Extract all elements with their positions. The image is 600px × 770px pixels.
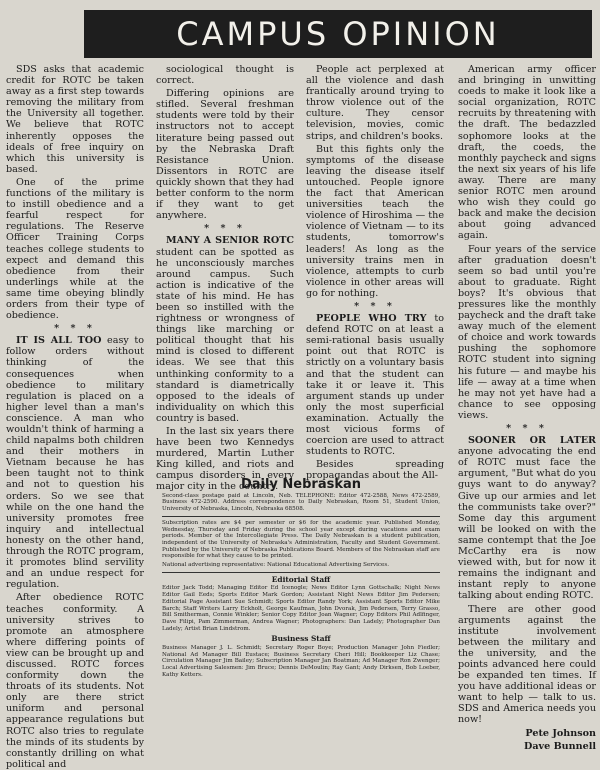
paragraph: People act perplexed at all the violence and dash frantically around trying to throw violence out of the culture. They censor television, movies, comic strips, and children's books. [306, 64, 444, 142]
masthead [162, 477, 440, 719]
paragraph-text: easy to follow orders without thinking of the consequences when obedience to military regulation is placed on a higher level than a man's conscience. A man who wouldn't think of harming a child napalms both children and their mothers in Vietnam because he has been taught not to think and not to question his orders. So we see that while on the one hand the university promotes free inquiry and intellectual honesty on the other hand, through the ROTC program, it promotes blind servility and an undue respect for regulation. [6, 335, 144, 591]
article-body [6, 64, 596, 770]
paragraph [6, 335, 144, 590]
paragraph: sociological thought is correct. [156, 64, 294, 87]
paragraph: In the last six years there have been two Kennedys murdered, Martin Luther King killed, and riots and campus disorders in every major city in the country. [156, 426, 294, 493]
article-column-3 [306, 64, 444, 482]
editorial-staff-heading: Editorial Staff [271, 574, 331, 584]
masthead-info: Second-class postage paid at Lincoln, Neb. TELEPHONE: Editor 472-2588, News 472-2589, Business 472-2590. Address correspondence to Daily Nebraskan, Room 51, Student Union, University of Nebraska, Lincoln, Nebraska 68508. [162, 492, 440, 513]
section-divider: * * * [354, 300, 396, 312]
lead-in: PEOPLE WHO TRY [316, 313, 427, 325]
paragraph-text: student can be spotted as he unconsciously marches around campus. Such action is indicative of the state of his mind. He has been so instilled with the rightness or wrongness of things like marching or political thought that his mind is closed to different ideas. We see that this unthinking conformity to a standard is diametrically opposed to the ideals of individuality on which this country is based. [156, 246, 294, 424]
signature: Dave Bunnell [524, 740, 596, 752]
article-column-4 [458, 64, 596, 752]
section-divider: * * * [54, 323, 96, 335]
editorial-staff-list: Editor Jack Todd; Managing Editor Ed Icenogle; News Editor Lynn Gottschalk; Night News Editor Gail Eeds; Sports Editor Mark Gordon; Assistant Night News Editor Jim Pedersen; Editorial Page Assistant Sue Schmidt; Sports Editor Randy York; Assistant Sports Editor Mike Barch; Staff Writers Larry Eckholt, George Kaufman, John Dvorak, Jim Pedersen, Terry Grasso, Bill Smitherman, Connie Winkler; Senior Copy Editor Joan Wagner; Copy Editors Phil Adlfinger, Dave Filipi, Pam Zimmerman, Andrea Wagner; Photographers: Dan Ladely; Photographer Dan Ladely; Artist Brian Lindstrom. [162, 585, 440, 632]
paragraph: After obedience ROTC teaches conformity. A university strives to promote an atmosphere where differing points of view can be brought up and discussed. ROTC forces conformity down the throats of its students. Not only are there strict uniform and personal appearance regulations but ROTC also tries to regulate the minds of its students by constantly drilling on what political and [6, 592, 144, 770]
paragraph [458, 435, 596, 601]
paragraph: One of the prime functions of the military is to instill obedience and a fearful respect for regulations. The Reserve Officer Training Corps teaches college students to expect and demand this obedience from their underlings while at the same time obeying blindly orders from their type of obedience. [6, 176, 144, 322]
masthead-representative: National advertising representative: National Educational Advertising Services. [162, 562, 390, 569]
paragraph: Four years of the service after graduation doesn't seem so bad until you're about to graduate. Right boys? It's obvious that pressures like the monthly paycheck and the draft take away much of the element of choice and work towards pushing the sophomore ROTC student into signing his future — and maybe his life — away at a time when he may not yet have had a chance to see opposing views. [458, 243, 596, 421]
article-column-1 [6, 64, 144, 770]
paragraph: SDS asks that academic credit for ROTC be taken away as a first step towards removing the military from the University all together. We believe that ROTC inherently opposes the ideals of free inquiry on which this university is based. [6, 64, 144, 175]
signature: Pete Johnson [525, 727, 596, 739]
business-staff-list: Business Manager J. L. Schmidt; Secretary Roger Boye; Production Manager John Fiedler; National Ad Manager Bill Eustace; Business Secretary Cheri Hill; Bookkeeper Liz Chase; Circulation Manager Jim Bailey; Subscription Manager Jan Boatman; Ad Manager Ron Zwenger; Local Advertising Salesmen: Jim Bruce; Dennis DeMoulin; Ray Gant; Andy Dirksen, Bob Loeber, Kathy Ketters. [162, 645, 440, 678]
divider [162, 572, 440, 573]
article-column-2 [156, 64, 294, 493]
lead-in: SOONER OR LATER [468, 435, 596, 447]
lead-in: IT IS ALL TOO [16, 335, 102, 347]
masthead-title: Daily Nebraskan [240, 477, 362, 492]
paragraph-text: to defend ROTC on at least a semi-rational basis usually point out that ROTC is strictly on a voluntary basis and that the student can take it or leave it. This argument stands up under only the most superficial examination. Actually the most vicious forms of coercion are used to attract students to ROTC. [306, 313, 444, 458]
paragraph-text: anyone advocating the end of ROTC must face the argument, "But what do you guys want to do anyway? Give up our armies and let the communists take over?" Some day this argument will be looked on with the same contempt that the Joe McCarthy era is now viewed with, but for now it remains the indignant and instant reply to anyone talking about ending ROTC. [458, 446, 596, 602]
paragraph: Differing opinions are stifled. Several freshman students were told by their instructors not to accept literature being passed out by the Nebraska Draft Resistance Union. Dissentors in ROTC are quickly shown that they had better conform to the norm if they want to get anywhere. [156, 88, 294, 222]
section-divider: * * * [204, 223, 246, 235]
paragraph: There are other good arguments against the institute involvement between the military and the university, and the points advanced here could be expanded ten times. If you have additional ideas or want to help — talk to us. SDS and America needs you now! [458, 603, 596, 726]
paragraph: Besides spreading propagandas about the All- [306, 459, 444, 482]
divider [162, 516, 440, 517]
paragraph [156, 235, 294, 424]
paragraph [306, 313, 444, 457]
business-staff-heading: Business Staff [271, 634, 331, 644]
paragraph: But this fights only the symptoms of the disease leaving the disease itself untouched. People ignore the fact that American universities teach the violence of Hiroshima — the violence of Vietnam — to its students, tomorrow's leaders! As long as the university trains men in violence, attempts to curb violence in other areas will go for nothing. [306, 143, 444, 299]
masthead-subscription: Subscription rates are $4 per semester or $6 for the academic year. Published Monday, Wednesday, Thursday and Friday during the school year except during vacations and exam periods. Member of the Intercollegiate Press. The Daily Nebraskan is a student publication, independent of the University of Nebraska's Administration, Faculty and Student Government. Published by the University of Nebraska Publications Board. Members of the Nebraskan staff are responsible for what they cause to be printed. [162, 519, 440, 560]
lead-in: MANY A SENIOR ROTC [166, 235, 294, 247]
paragraph: American army officer and bringing in unwitting coeds to make it look like a social organization, ROTC recruits by threatening with the draft. The bedazzled sophomore looks at the draft, the coeds, the monthly paycheck and signs the next six years of his life away. There are many senior ROTC men around who wish they could go back and make the decision about going advanced again. [458, 64, 596, 242]
column-banner [84, 10, 592, 58]
section-divider: * * * [506, 423, 548, 434]
banner-title: CAMPUS OPINION [176, 15, 500, 53]
